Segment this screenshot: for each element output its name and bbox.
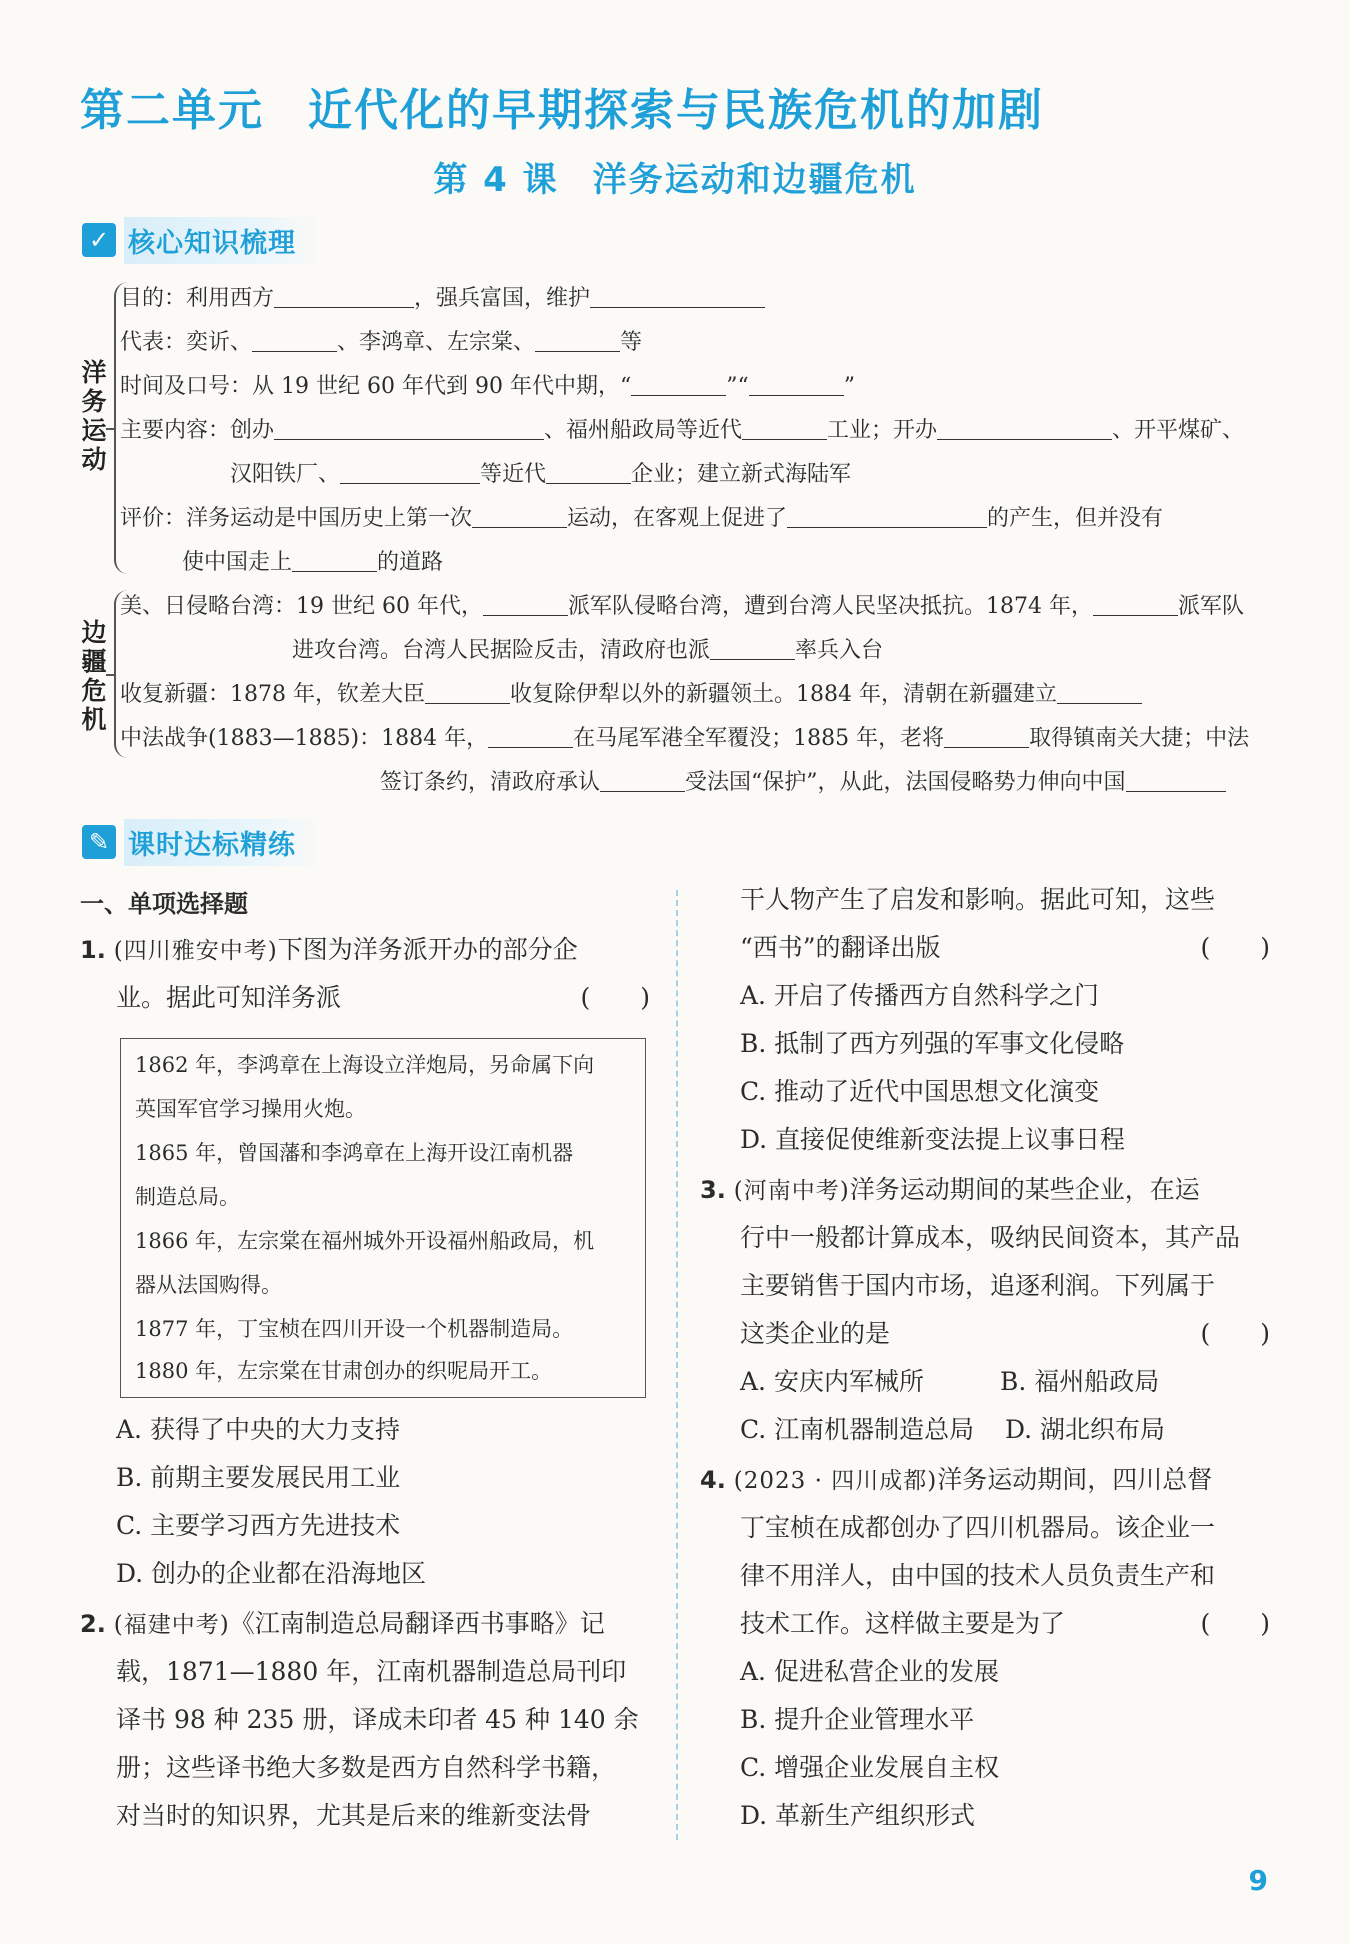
question-text: 载，1871—1880 年，江南机器制造总局刊印 <box>116 1657 627 1686</box>
xinjiang-row <box>120 678 1142 712</box>
unit-number: 第二单元 <box>80 85 264 136</box>
question-text: 对当时的知识界，尤其是后来的维新变法骨 <box>116 1801 592 1830</box>
question-text: 行中一般都计算成本，吸纳民间资本，其产品 <box>740 1223 1241 1252</box>
q4-option-b[interactable]: B. 提升企业管理水平 <box>740 1705 975 1734</box>
blank[interactable] <box>937 415 1112 440</box>
text: 主要内容：创办 <box>120 418 275 443</box>
text: 在马尾军港全军覆没；1885 年，老将 <box>573 726 945 751</box>
text: 派军队侵略台湾，遭到台湾人民坚决抵抗。1874 年， <box>567 594 1093 619</box>
question-text: 律不用洋人，由中国的技术人员负责生产和 <box>740 1561 1216 1590</box>
box-line: 器从法国购得。 <box>135 1273 282 1297</box>
box-line: 1877 年，丁宝桢在四川开设一个机器制造局。 <box>135 1317 574 1341</box>
eval-row-1 <box>120 502 1163 536</box>
text: 评价：洋务运动是中国历史上第一次 <box>120 506 473 531</box>
q1-option-a[interactable]: A. 获得了中央的大力支持 <box>116 1415 400 1444</box>
question-source: (福建中考) <box>113 1612 230 1638</box>
section-core-label: 核心知识梳理 <box>124 217 322 264</box>
blank[interactable] <box>252 327 337 352</box>
section-core-knowledge <box>82 220 322 260</box>
q1-line-2 <box>116 978 650 1018</box>
lesson-name: 洋务运动和边疆危机 <box>592 160 917 200</box>
text: 收复除伊犁以外的新疆领土。1884 年，清朝在新疆建立 <box>509 682 1057 707</box>
text: 运动，在客观上促进了 <box>567 506 788 531</box>
blank[interactable] <box>710 635 795 660</box>
checkbox-icon: ✓ <box>82 223 116 257</box>
text: 、福州船政局等近代 <box>544 418 743 443</box>
question-text: 丁宝桢在成都创办了四川机器局。该企业一 <box>740 1513 1216 1542</box>
text: 率兵入台 <box>795 638 884 663</box>
q1-option-b[interactable]: B. 前期主要发展民用工业 <box>116 1463 401 1492</box>
text: 中法战争(1883—1885)：1884 年， <box>120 726 489 751</box>
text: ” <box>843 374 855 399</box>
question-source: (2023 · 四川成都) <box>733 1468 938 1494</box>
q2-last-line <box>740 928 1270 968</box>
box-line: 1865 年，曾国藩和李鸿章在上海开设江南机器 <box>135 1141 574 1165</box>
q2-option-a[interactable]: A. 开启了传播西方自然科学之门 <box>740 981 1099 1010</box>
lesson-title <box>0 152 1350 201</box>
section-practice <box>82 822 322 862</box>
blank[interactable] <box>274 283 414 308</box>
text: ，强兵富国，维护 <box>414 286 591 311</box>
blank[interactable] <box>483 591 568 616</box>
question-text: 干人物产生了启发和影响。据此可知，这些 <box>740 885 1216 914</box>
blank[interactable] <box>1126 767 1226 792</box>
q1-source-box <box>120 1038 646 1398</box>
text: 的道路 <box>377 550 444 575</box>
left-column-lower <box>80 1410 650 1850</box>
text: 签订条约，清政府承认 <box>380 770 601 795</box>
blank[interactable] <box>749 371 844 396</box>
q4-option-a[interactable]: A. 促进私营企业的发展 <box>740 1657 999 1686</box>
blank[interactable] <box>1093 591 1178 616</box>
blank[interactable] <box>742 415 827 440</box>
bianjiang-label: 边疆危机 <box>81 618 107 734</box>
q3-option-b[interactable]: B. 福州船政局 <box>1000 1367 1160 1396</box>
answer-bracket[interactable]: ( ) <box>1200 933 1270 962</box>
blank[interactable] <box>535 327 620 352</box>
text: 进攻台湾。台湾人民据险反击，清政府也派 <box>292 638 711 663</box>
q4-option-c[interactable]: C. 增强企业发展自主权 <box>740 1753 1000 1782</box>
q2-line-1 <box>80 1604 605 1644</box>
text: 取得镇南关大捷；中法 <box>1029 726 1250 751</box>
section-practice-label: 课时达标精练 <box>124 819 322 866</box>
question-number: 2. <box>80 1610 106 1638</box>
q4-option-d[interactable]: D. 革新生产组织形式 <box>740 1801 976 1830</box>
box-line: 英国军官学习操用火炮。 <box>135 1097 366 1121</box>
q3-option-c[interactable]: C. 江南机器制造总局 <box>740 1415 975 1444</box>
blank[interactable] <box>425 679 510 704</box>
column-divider <box>676 890 678 1840</box>
blank[interactable] <box>472 503 567 528</box>
yangwu-label: 洋务运动 <box>81 358 107 474</box>
q2-option-b[interactable]: B. 抵制了西方列强的军事文化侵略 <box>740 1029 1125 1058</box>
q1-option-d[interactable]: D. 创办的企业都在沿海地区 <box>116 1559 427 1588</box>
blank[interactable] <box>274 415 544 440</box>
text: 目的：利用西方 <box>120 286 275 311</box>
text: 的产生，但并没有 <box>987 506 1164 531</box>
sinofrench-row-1 <box>120 722 1249 756</box>
question-text: 技术工作。这样做主要是为了 <box>740 1609 1066 1638</box>
taiwan-row-1 <box>120 590 1244 624</box>
text: 派军队 <box>1177 594 1244 619</box>
blank[interactable] <box>590 283 765 308</box>
blank[interactable] <box>340 459 480 484</box>
question-text: 译书 98 种 235 册，译成未印者 45 种 140 余 <box>116 1705 639 1734</box>
slogan-row <box>120 370 855 404</box>
blank[interactable] <box>787 503 987 528</box>
question-source: (河南中考) <box>733 1178 850 1204</box>
question-source: (四川雅安中考) <box>113 938 278 964</box>
question-text: 这类企业的是 <box>740 1319 891 1348</box>
text: 收复新疆：1878 年，钦差大臣 <box>120 682 425 707</box>
blank[interactable] <box>546 459 631 484</box>
q1-line-1 <box>80 930 650 970</box>
edit-icon: ✎ <box>82 825 116 859</box>
blank[interactable] <box>600 767 685 792</box>
reps-row <box>120 326 642 360</box>
q3-option-a[interactable]: A. 安庆内军械所 <box>740 1367 924 1396</box>
question-number: 1. <box>80 936 106 964</box>
question-text: 下图为洋务派开办的部分企 <box>277 935 578 964</box>
box-line: 1866 年，左宗棠在福州城外开设福州船政局，机 <box>135 1229 595 1253</box>
purpose-row <box>120 282 765 316</box>
question-text: 洋务运动期间，四川总督 <box>937 1465 1213 1494</box>
question-number: 3. <box>700 1176 726 1204</box>
blank[interactable] <box>944 723 1029 748</box>
text: 时间及口号：从 19 世纪 60 年代到 90 年代中期，“ <box>120 374 632 399</box>
unit-title <box>80 74 1044 138</box>
text: 受法国“保护”，从此，法国侵略势力伸向中国 <box>685 770 1126 795</box>
q4-last-line <box>740 1604 1270 1644</box>
unit-name: 近代化的早期探索与民族危机的加剧 <box>308 85 1044 136</box>
text: ”“ <box>726 374 749 399</box>
question-text: “西书”的翻译出版 <box>740 933 941 962</box>
q4-line-1 <box>700 1460 1212 1500</box>
blank[interactable] <box>1057 679 1142 704</box>
box-line: 1862 年，李鸿章在上海设立洋炮局，另命属下向 <box>135 1053 595 1077</box>
question-text: 《江南制造总局翻译西书事略》记 <box>229 1609 605 1638</box>
text: 代表：奕䜣、 <box>120 330 253 355</box>
text: 工业；开办 <box>827 418 938 443</box>
answer-bracket[interactable]: ( ) <box>1200 1319 1270 1348</box>
part-heading: 一、单项选择题 <box>80 890 248 918</box>
box-line: 1880 年，左宗棠在甘肃创办的织呢局开工。 <box>135 1359 553 1383</box>
content-row-2 <box>230 458 851 492</box>
q3-line-1 <box>700 1170 1200 1210</box>
question-text: 洋务运动期间的某些企业，在运 <box>849 1175 1200 1204</box>
question-text: 业。据此可知洋务派 <box>116 983 342 1012</box>
blank[interactable] <box>631 371 726 396</box>
text: 等近代 <box>480 462 547 487</box>
question-text: 册；这些译书绝大多数是西方自然科学书籍， <box>116 1753 617 1782</box>
answer-bracket[interactable]: ( ) <box>1200 1609 1270 1638</box>
q3-option-d[interactable]: D. 湖北织布局 <box>1005 1415 1166 1444</box>
taiwan-row-2 <box>292 634 883 668</box>
question-number: 4. <box>700 1466 726 1494</box>
content-row-1 <box>120 414 1244 448</box>
q3-last-line <box>740 1314 1270 1354</box>
text: 、李鸿章、左宗棠、 <box>337 330 536 355</box>
q2-option-c[interactable]: C. 推动了近代中国思想文化演变 <box>740 1077 1100 1106</box>
q1-option-c[interactable]: C. 主要学习西方先进技术 <box>116 1511 401 1540</box>
right-column <box>700 880 1270 1840</box>
text: 使中国走上 <box>182 550 293 575</box>
text: 、开平煤矿、 <box>1112 418 1245 443</box>
question-text: 主要销售于国内市场，追逐利润。下列属于 <box>740 1271 1216 1300</box>
text: 汉阳铁厂、 <box>230 462 341 487</box>
page-number: 9 <box>1248 1864 1268 1897</box>
blank[interactable] <box>488 723 573 748</box>
blank[interactable] <box>292 547 377 572</box>
lesson-number: 第 4 课 <box>433 160 559 200</box>
answer-bracket[interactable]: ( ) <box>580 983 650 1012</box>
q2-option-d[interactable]: D. 直接促使维新变法提上议事日程 <box>740 1125 1126 1154</box>
box-line: 制造总局。 <box>135 1185 240 1209</box>
sinofrench-row-2 <box>380 766 1226 800</box>
eval-row-2 <box>182 546 443 580</box>
text: 美、日侵略台湾：19 世纪 60 年代， <box>120 594 483 619</box>
text: 企业；建立新式海陆军 <box>631 462 852 487</box>
text: 等 <box>620 330 643 355</box>
